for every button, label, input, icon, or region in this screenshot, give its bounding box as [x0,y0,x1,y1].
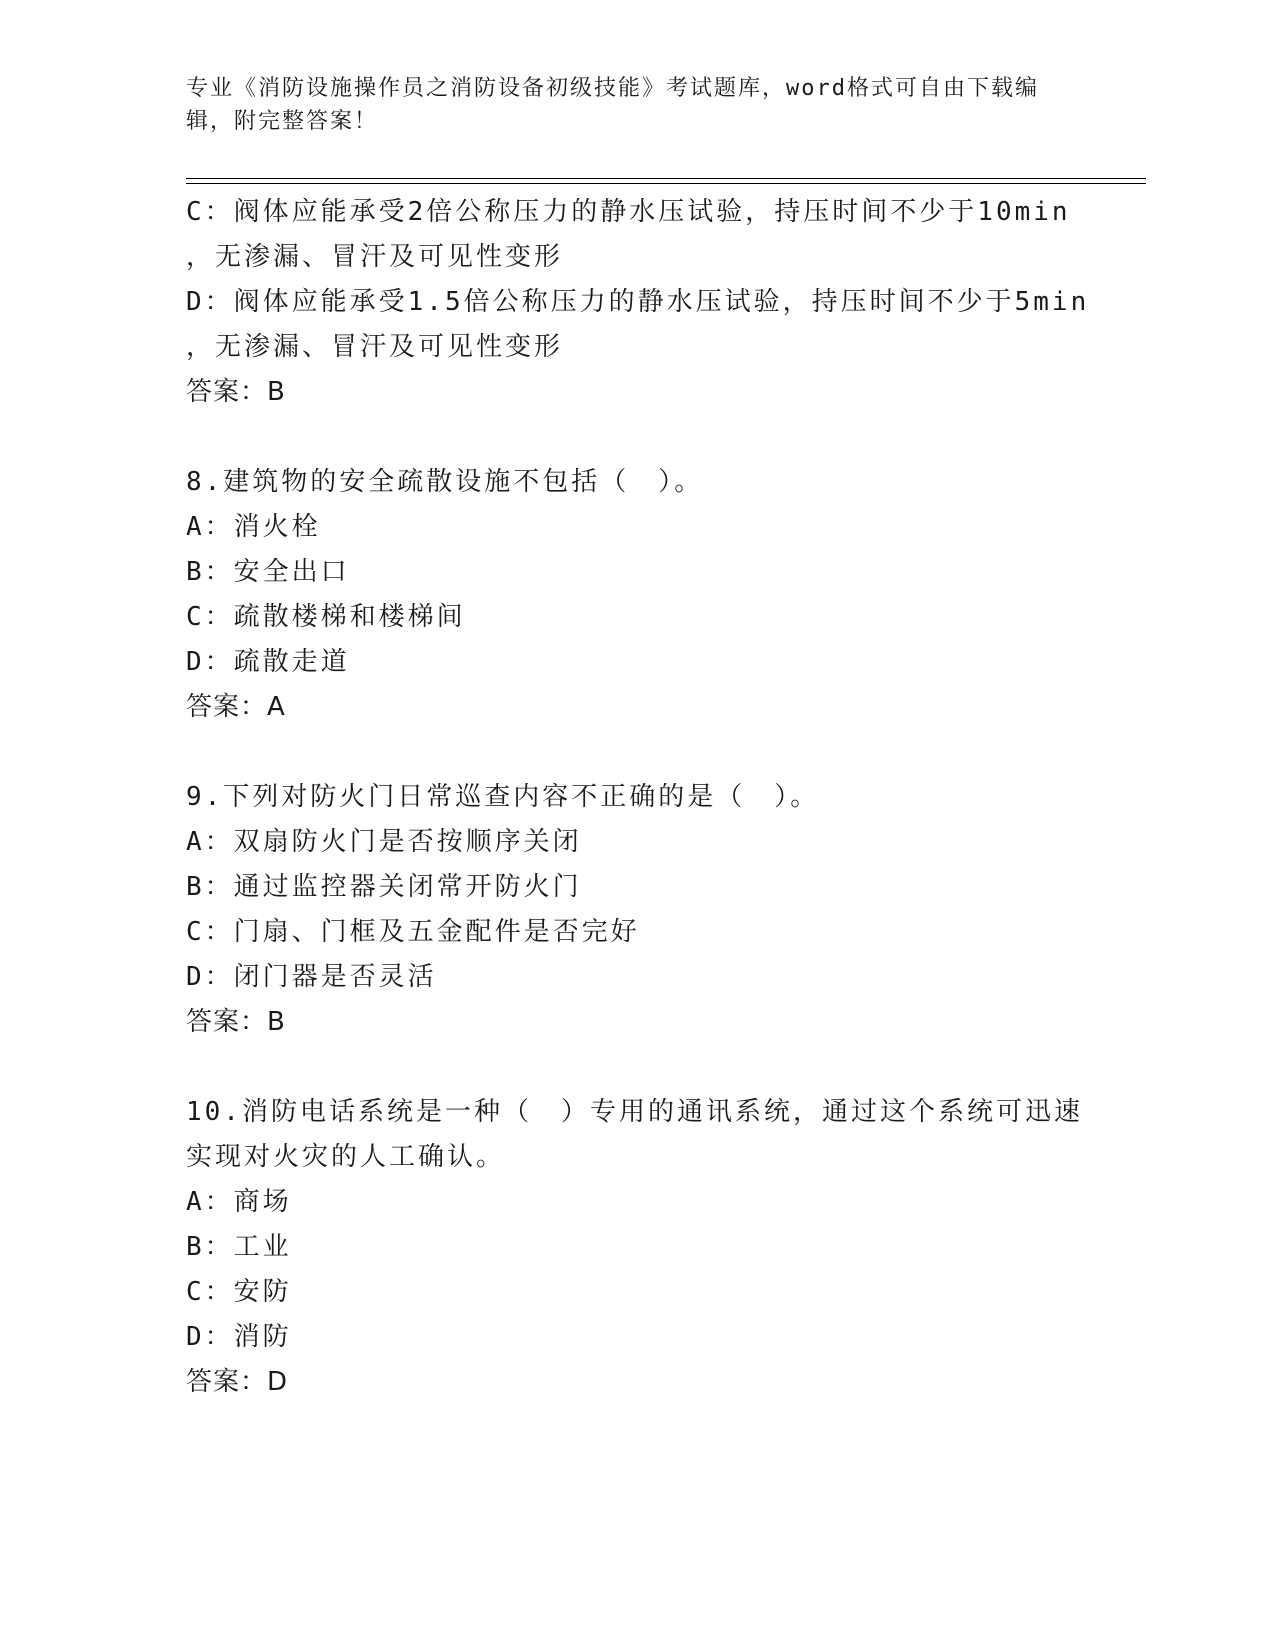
option-d: D：闭门器是否灵活 [186,962,437,992]
spacer [186,415,1086,460]
spacer [186,1045,1086,1090]
option-b: B：通过监控器关闭常开防火门 [186,872,582,902]
header-line-1: 专业《消防设施操作员之消防设备初级技能》考试题库，word格式可自由下载编 [186,76,1039,101]
option-c: C：疏散楼梯和楼梯间 [186,602,466,632]
question-text-line-1: 10.消防电话系统是一种（ ）专用的通讯系统，通过这个系统可迅速 [186,1097,1083,1127]
option-d-line-1: D：阀体应能承受1.5倍公称压力的静水压试验，持压时间不少于5min [186,287,1090,317]
header-divider-bottom [186,183,1146,184]
option-d: D：消防 [186,1322,292,1352]
option-a: A：消火栓 [186,512,321,542]
answer: 答案：A [186,692,286,722]
question-text: 8.建筑物的安全疏散设施不包括（ ）。 [186,467,704,497]
question-7-continued [186,190,1090,415]
option-d-line-2: ，无渗漏、冒汗及可见性变形 [186,332,564,362]
header-divider-top [186,178,1146,179]
answer: 答案：B [186,1007,286,1037]
answer: 答案：B [186,377,286,407]
option-a: A：双扇防火门是否按顺序关闭 [186,827,582,857]
document-header [186,72,1066,138]
option-d: D：疏散走道 [186,647,350,677]
spacer [186,730,1086,775]
question-text: 9.下列对防火门日常巡查内容不正确的是（ ）。 [186,782,820,812]
option-c-line-1: C：阀体应能承受2倍公称压力的静水压试验，持压时间不少于10min [186,197,1071,227]
option-c: C：门扇、门框及五金配件是否完好 [186,917,640,947]
question-list [186,190,1090,1405]
header-line-2: 辑，附完整答案！ [186,109,379,134]
answer: 答案：D [186,1367,289,1397]
question-10 [186,1090,1086,1405]
option-b: B：安全出口 [186,557,350,587]
question-text-line-2: 实现对火灾的人工确认。 [186,1142,506,1172]
option-c: C：安防 [186,1277,292,1307]
question-8 [186,460,1086,730]
option-a: A：商场 [186,1187,292,1217]
option-c-line-2: ，无渗漏、冒汗及可见性变形 [186,242,564,272]
question-9 [186,775,1086,1045]
option-b: B：工业 [186,1232,292,1262]
